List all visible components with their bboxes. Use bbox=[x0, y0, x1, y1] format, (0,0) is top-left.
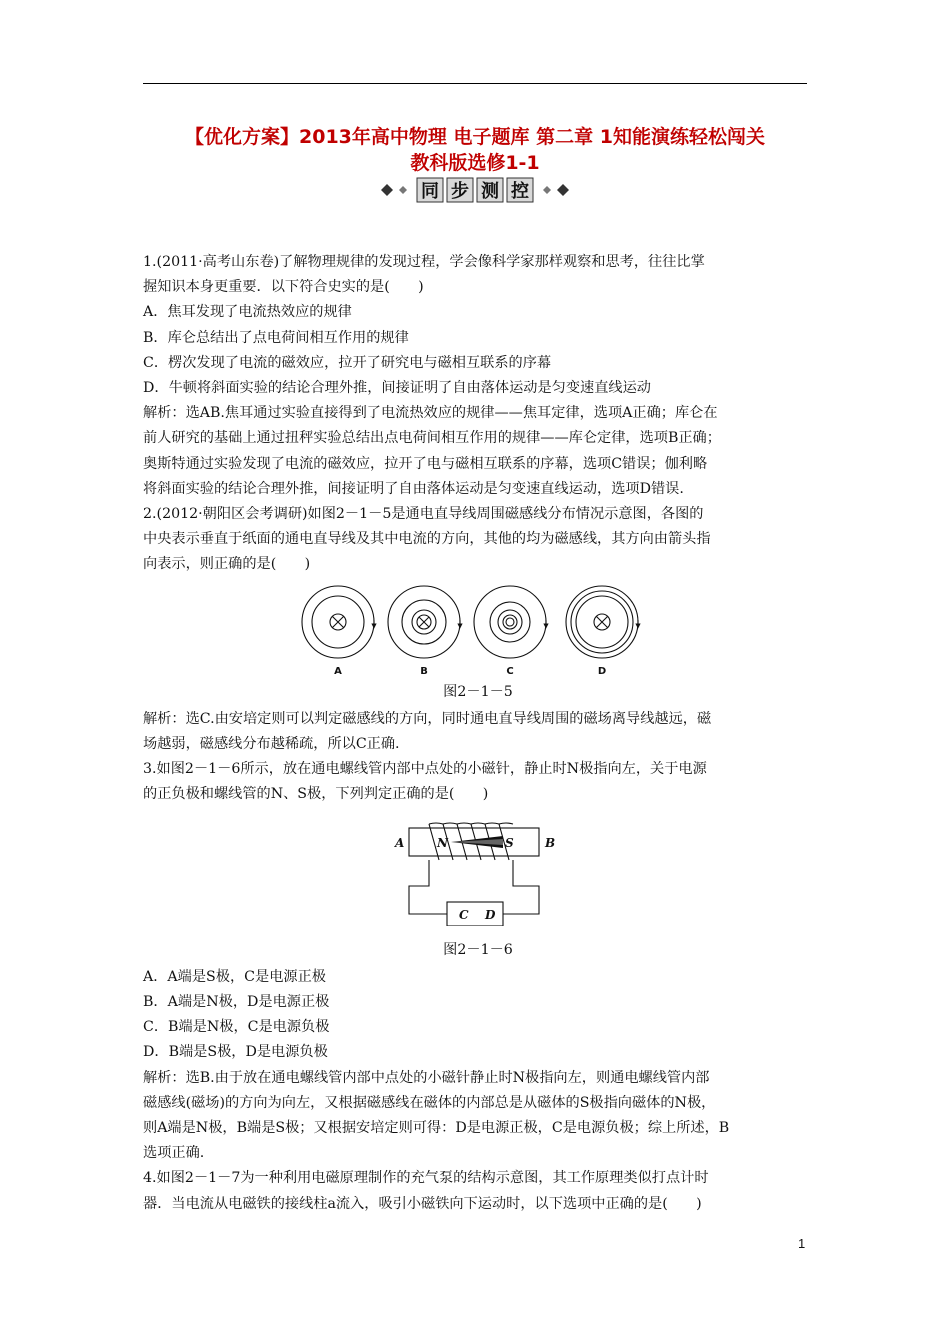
source-terminal-d: D bbox=[485, 907, 496, 922]
figure-label-d: D bbox=[597, 665, 607, 676]
q1-analysis: 将斜面实验的结论合理外推，间接证明了自由落体运动是匀变速直线运动，选项D错误. bbox=[143, 480, 684, 497]
section-banner bbox=[375, 176, 575, 204]
q1-option-d: D．牛顿将斜面实验的结论合理外推，间接证明了自由落体运动是匀变速直线运动 bbox=[143, 380, 651, 397]
q3-option-b: B．A端是N极，D是电源正极 bbox=[143, 994, 330, 1011]
q3-option-a: A．A端是S极，C是电源正极 bbox=[143, 968, 326, 985]
solenoid-end-b: B bbox=[545, 835, 556, 850]
q2-analysis: 解析：选C.由安培定则可以判定磁感线的方向，同时通电直导线周围的磁场离导线越远，磁 bbox=[143, 710, 712, 727]
source-terminal-c: C bbox=[459, 907, 469, 922]
figure-label-a: A bbox=[334, 665, 342, 676]
banner-char-3: 测 bbox=[481, 181, 499, 202]
figure-2-1-6 bbox=[393, 822, 569, 926]
needle-pole-s: S bbox=[505, 835, 514, 850]
q1-analysis: 奥斯特通过实验发现了电流的磁效应，拉开了电与磁相互联系的序幕，选项C错误；伽利略 bbox=[143, 455, 708, 472]
q2-stem: 中央表示垂直于纸面的通电直导线及其中电流的方向，其他的均为磁感线，其方向由箭头指 bbox=[143, 531, 711, 548]
q3-option-c: C．B端是N极，C是电源负极 bbox=[143, 1019, 330, 1036]
q1-stem: 1.(2011·高考山东卷)了解物理规律的发现过程，学会像科学家那样观察和思考，往往比掌 bbox=[143, 254, 705, 270]
q4-stem: 器．当电流从电磁铁的接线柱a流入，吸引小磁铁向下运动时，以下选项中正确的是( ) bbox=[143, 1195, 702, 1212]
q1-option-b: B．库仑总结出了点电荷间相互作用的规律 bbox=[143, 329, 409, 346]
page-content bbox=[143, 250, 813, 1217]
figure-label-b: B bbox=[420, 665, 428, 676]
solenoid-end-a: A bbox=[395, 835, 405, 850]
figure-caption: 图2－1－6 bbox=[443, 941, 513, 958]
q4-stem: 4.如图2－1－7为一种利用电磁原理制作的充气泵的结构示意图，其工作原理类似打点计时 bbox=[143, 1170, 709, 1187]
figure-caption: 图2－1－5 bbox=[443, 683, 513, 700]
field-diagram-d bbox=[566, 586, 638, 658]
q1-stem: 握知识本身更重要．以下符合史实的是( ) bbox=[143, 279, 424, 296]
q1-analysis: 解析：选AB.焦耳通过实验直接得到了电流热效应的规律——焦耳定律，选项A正确；库仑在 bbox=[143, 405, 718, 422]
q1-option-c: C．楞次发现了电流的磁效应，拉开了研究电与磁相互联系的序幕 bbox=[143, 354, 552, 371]
figure-2-1-5 bbox=[300, 584, 648, 676]
q3-analysis: 磁感线(磁场)的方向为向左，又根据磁感线在磁体的内部总是从磁体的S极指向磁体的N极， bbox=[143, 1094, 716, 1111]
q1-analysis: 前人研究的基础上通过扭秤实验总结出点电荷间相互作用的规律——库仑定律，选项B正确； bbox=[143, 430, 721, 447]
field-diagram-c bbox=[474, 586, 546, 658]
q3-stem: 的正负极和螺线管的N、S极，下列判定正确的是( ) bbox=[143, 786, 489, 803]
q2-analysis: 场越弱，磁感线分布越稀疏，所以C正确. bbox=[143, 736, 400, 753]
field-diagram-b bbox=[388, 586, 460, 658]
header-rule bbox=[143, 83, 807, 84]
banner-char-2: 步 bbox=[451, 181, 469, 202]
page-number: 1 bbox=[798, 1236, 806, 1251]
needle-pole-n: N bbox=[437, 835, 448, 850]
q3-analysis: 则A端是N极，B端是S极；又根据安培定则可得：D是电源正极，C是电源负极；综上所述，B bbox=[143, 1120, 730, 1137]
field-diagram-a bbox=[302, 586, 374, 658]
q2-stem: 2.(2012·朝阳区会考调研)如图2－1－5是通电直导线周围磁感线分布情况示意图，各图的 bbox=[143, 506, 704, 523]
banner-char-4: 控 bbox=[511, 181, 529, 202]
q3-option-d: D．B端是S极，D是电源负极 bbox=[143, 1044, 328, 1061]
document-title bbox=[143, 124, 807, 176]
q1-option-a: A．焦耳发现了电流热效应的规律 bbox=[143, 304, 352, 321]
q3-analysis: 选项正确. bbox=[143, 1145, 205, 1162]
title-line-1: 【优化方案】2013年高中物理 电子题库 第二章 1知能演练轻松闯关 bbox=[185, 126, 765, 148]
figure-label-c: C bbox=[506, 665, 514, 676]
q3-analysis: 解析：选B.由于放在通电螺线管内部中点处的小磁针静止时N极指向左，则通电螺线管内部 bbox=[143, 1069, 710, 1086]
title-line-2: 教科版选修1-1 bbox=[410, 152, 540, 174]
q2-stem: 向表示，则正确的是( ) bbox=[143, 556, 311, 573]
q3-stem: 3.如图2－1－6所示，放在通电螺线管内部中点处的小磁针，静止时N极指向左，关于电源 bbox=[143, 761, 707, 778]
banner-char-1: 同 bbox=[421, 181, 439, 202]
